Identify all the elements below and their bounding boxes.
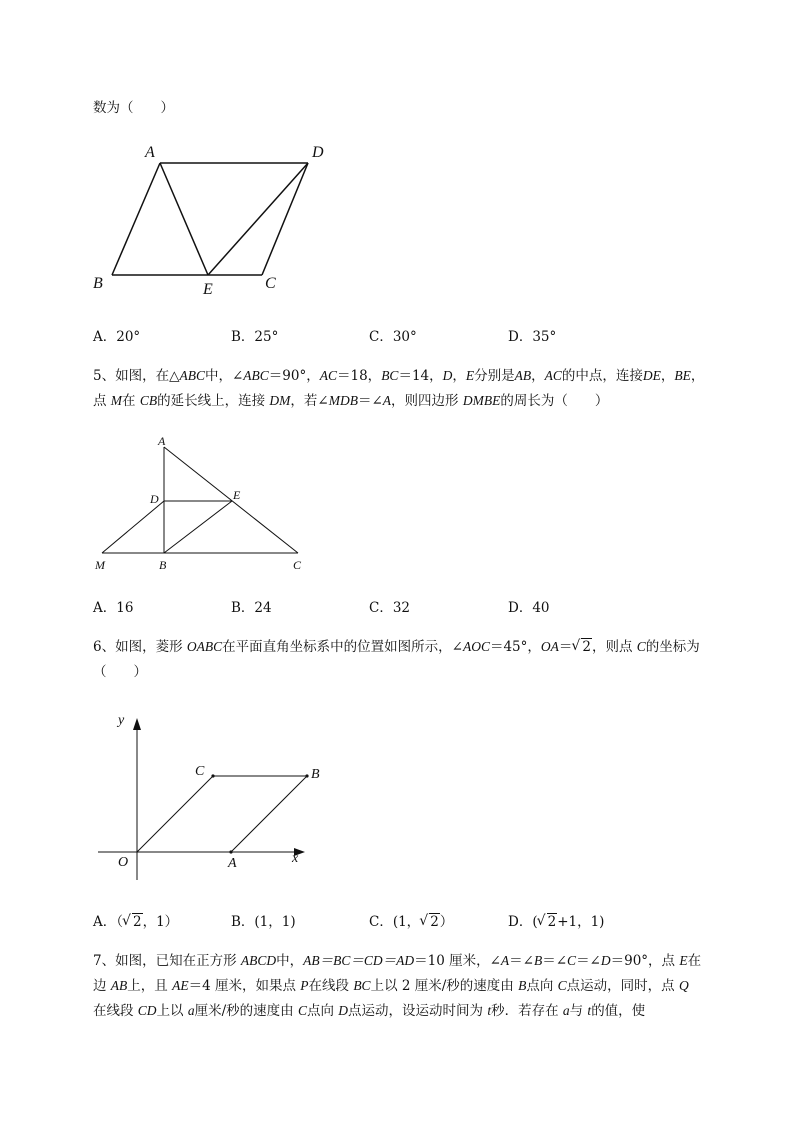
q6-label-x: x xyxy=(292,851,299,866)
q6-point-C xyxy=(211,774,214,777)
q5-label-A: A xyxy=(158,434,166,448)
q5-label-M: M xyxy=(95,558,105,572)
q4-label-C: C xyxy=(265,275,276,292)
q4-option-b[interactable]: B．25° xyxy=(231,329,279,345)
q4-option-d[interactable]: D．35° xyxy=(508,329,557,345)
q5-stem-line2: 点 M在 CB的延长线上，连接 DM，若∠MDB＝∠A，则四边形 DMBE的周长为（ ） xyxy=(93,393,609,409)
q5-stem-line1: 5、如图，在△ABC中，∠ABC＝90°，AC＝18，BC＝14，D，E分别是AB，AC的中点，连接DE，BE， xyxy=(93,368,705,384)
q5-option-d[interactable]: D．40 xyxy=(508,600,550,616)
q6-label-B: B xyxy=(311,767,320,782)
q5-label-D: D xyxy=(150,492,159,506)
q4-label-A: A xyxy=(145,144,155,161)
q6-label-A: A xyxy=(228,856,237,871)
q6-label-O: O xyxy=(118,855,129,870)
q6-stem-line2: （ ） xyxy=(93,664,147,680)
q7-stem-line2: 边 AB上，且 AE＝4 厘米，如果点 P在线段 BC上以 2 厘米/秒的速度由 B点向 C点运动，同时，点 Q xyxy=(93,978,689,994)
q5-option-a[interactable]: A．16 xyxy=(93,600,134,616)
q6-option-b[interactable]: B．(1，1) xyxy=(231,914,296,930)
q4-option-a[interactable]: A．20° xyxy=(93,329,141,345)
q6-point-B xyxy=(305,774,308,777)
q4-label-E: E xyxy=(203,281,213,298)
q5-option-c[interactable]: C．32 xyxy=(369,600,411,616)
q6-stem-line1: 6、如图，菱形 OABC在平面直角坐标系中的位置如图所示，∠AOC＝45°，OA＝√ 2，则点 C的坐标为 xyxy=(93,637,700,657)
q5-label-B: B xyxy=(159,558,167,572)
q6-label-y: y xyxy=(118,713,125,728)
q4-option-c[interactable]: C．30° xyxy=(369,329,417,345)
q6-label-C: C xyxy=(195,764,205,779)
sqrt-symbol: √ 2 xyxy=(572,637,592,657)
q4-label-D: D xyxy=(312,144,324,161)
q6-option-c[interactable]: C．(1，√ 2） xyxy=(369,910,453,930)
q5-option-b[interactable]: B．24 xyxy=(231,600,272,616)
q4-stem-tail: 数为（ ） xyxy=(93,100,174,116)
q7-stem-line1: 7、如图，已知在正方形 ABCD中，AB＝BC＝CD＝AD＝10 厘米，∠A＝∠B＝∠C＝∠D＝90°，点 E在 xyxy=(93,953,702,969)
sqrt-symbol: √ 2 xyxy=(420,914,440,930)
q5-label-C: C xyxy=(293,558,302,572)
q5-label-E: E xyxy=(233,488,241,502)
q6-edge-OC xyxy=(137,776,213,852)
q6-option-a[interactable]: A．（√ 2，1） xyxy=(93,910,178,930)
q6-option-d[interactable]: D．(√ 2+1，1) xyxy=(508,910,604,930)
q7-stem-line3: 在线段 CD上以 a厘米/秒的速度由 C点向 D点运动，设运动时间为 t秒．若存在 a与 t的值，使 xyxy=(93,1003,646,1019)
q6-y-arrow-icon xyxy=(133,718,141,730)
q6-point-A xyxy=(229,850,232,853)
q4-label-B: B xyxy=(93,275,103,292)
sqrt-symbol: √ 2 xyxy=(123,914,143,930)
q6-edge-BA xyxy=(231,776,307,852)
sqrt-symbol: √ 2 xyxy=(538,914,558,930)
